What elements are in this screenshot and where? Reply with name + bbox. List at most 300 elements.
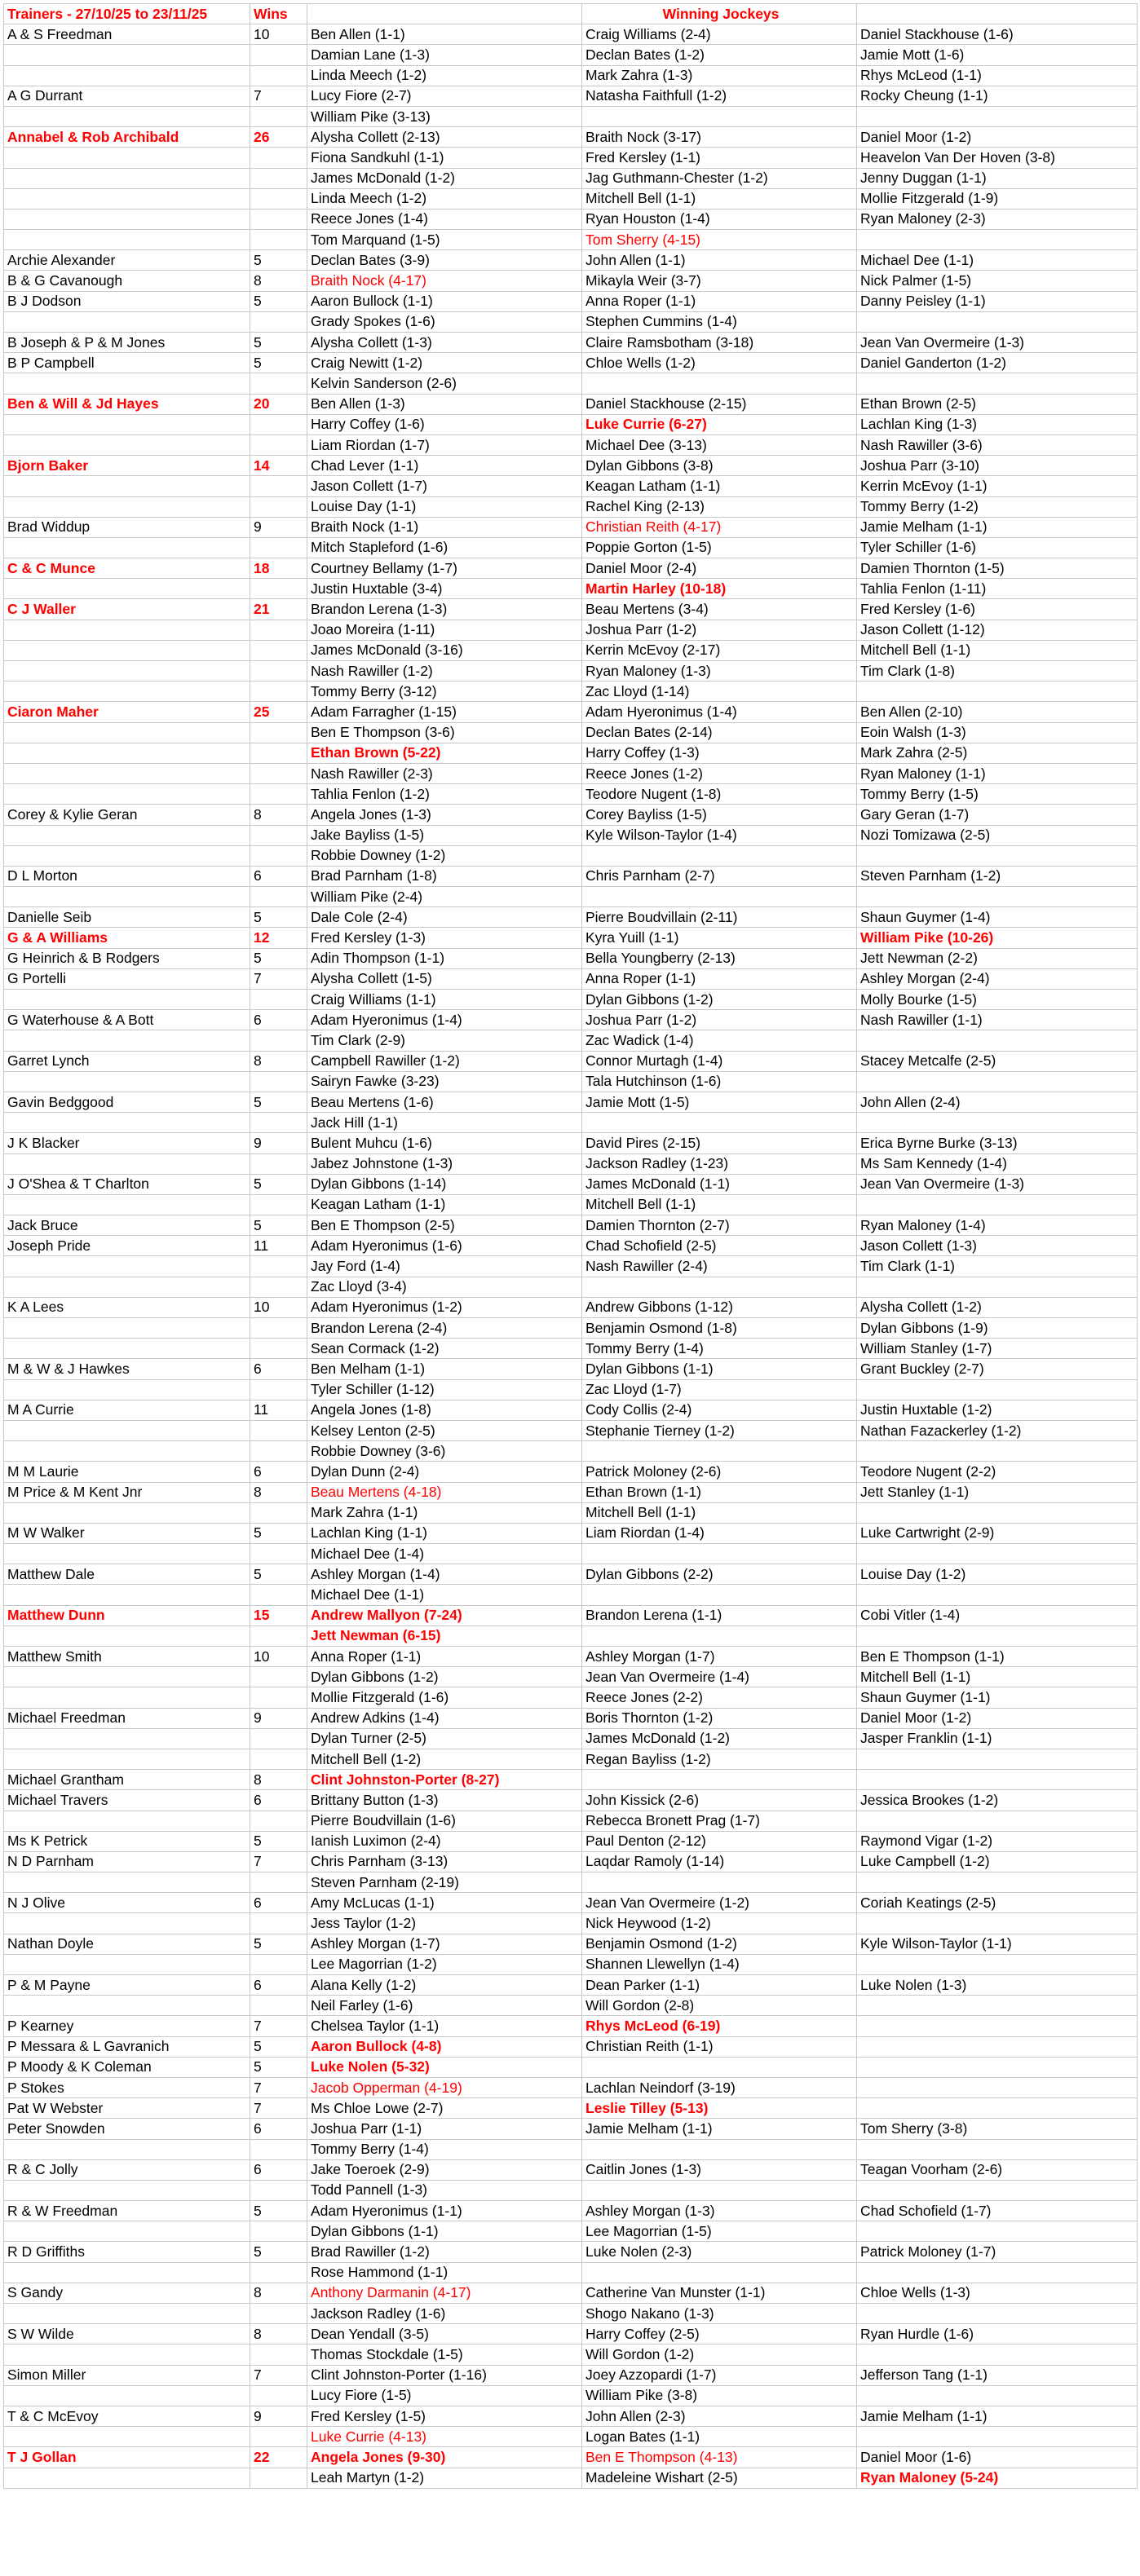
jockey-cell: [857, 1544, 1138, 1564]
jockey-cell: Regan Bayliss (1-2): [582, 1749, 857, 1769]
wins-cell: 5: [250, 291, 307, 311]
jockey-cell: Bulent Muhcu (1-6): [307, 1133, 582, 1153]
jockey-cell: [857, 1071, 1138, 1092]
table-row: [4, 1770, 1138, 1790]
jockey-cell: David Pires (2-15): [582, 1133, 857, 1153]
jockey-cell: [857, 1811, 1138, 1831]
jockey-cell: Courtney Bellamy (1-7): [307, 558, 582, 579]
jockey-cell: Jacob Opperman (4-19): [307, 2077, 582, 2097]
trainer-name-cell: C & C Munce: [4, 558, 250, 579]
jockey-cell: Anthony Darmanin (4-17): [307, 2283, 582, 2303]
table-row: [4, 434, 1138, 455]
table-row: [4, 1379, 1138, 1400]
trainer-name-cell: [4, 640, 250, 660]
table-row: [4, 640, 1138, 660]
wins-cell: [250, 1379, 307, 1400]
table-row: [4, 1318, 1138, 1339]
trainer-name-cell: R & W Freedman: [4, 2201, 250, 2221]
wins-cell: 9: [250, 2406, 307, 2426]
table-row: [4, 1133, 1138, 1153]
jockey-cell: Kelsey Lenton (2-5): [307, 1420, 582, 1440]
table-row: [4, 353, 1138, 373]
jockey-cell: Christian Reith (4-17): [582, 517, 857, 537]
table-row: [4, 333, 1138, 353]
jockey-cell: Molly Bourke (1-5): [857, 990, 1138, 1010]
jockey-cell: Lucy Fiore (2-7): [307, 86, 582, 106]
jockey-cell: Tim Clark (1-1): [857, 1256, 1138, 1277]
wins-cell: [250, 476, 307, 496]
jockey-cell: [582, 1625, 857, 1646]
table-row: [4, 1975, 1138, 1996]
jockey-cell: Caitlin Jones (1-3): [582, 2159, 857, 2180]
trainer-name-cell: D L Morton: [4, 866, 250, 886]
trainer-name-cell: [4, 1913, 250, 1934]
table-row: [4, 1256, 1138, 1277]
table-row: [4, 763, 1138, 783]
trainer-name-cell: [4, 1749, 250, 1769]
jockey-cell: Ryan Maloney (1-1): [857, 763, 1138, 783]
wins-cell: [250, 743, 307, 763]
trainer-name-cell: [4, 2385, 250, 2406]
jockey-cell: [857, 2036, 1138, 2057]
trainer-name-cell: [4, 311, 250, 332]
table-row: [4, 1113, 1138, 1133]
table-row: [4, 291, 1138, 311]
jockey-cell: Shogo Nakano (1-3): [582, 2304, 857, 2324]
jockey-cell: Declan Bates (1-2): [582, 45, 857, 65]
jockey-cell: [857, 1872, 1138, 1893]
jockey-cell: Will Gordon (2-8): [582, 1996, 857, 2016]
jockey-cell: Bella Youngberry (2-13): [582, 948, 857, 968]
trainer-name-cell: [4, 2304, 250, 2324]
trainer-name-cell: [4, 743, 250, 763]
jockey-cell: Clint Johnston-Porter (8-27): [307, 1770, 582, 1790]
jockey-cell: Joshua Parr (1-2): [582, 1010, 857, 1030]
wins-cell: [250, 1071, 307, 1092]
jockey-cell: [857, 2098, 1138, 2119]
table-row: [4, 45, 1138, 65]
trainer-name-cell: [4, 1339, 250, 1359]
jockey-cell: Luke Currie (4-13): [307, 2427, 582, 2447]
jockey-cell: Daniel Stackhouse (2-15): [582, 394, 857, 414]
wins-cell: [250, 845, 307, 866]
wins-cell: [250, 2385, 307, 2406]
wins-cell: 5: [250, 353, 307, 373]
wins-cell: 25: [250, 702, 307, 722]
trainer-name-cell: [4, 1277, 250, 1297]
trainer-name-cell: [4, 1996, 250, 2016]
jockey-cell: [582, 2057, 857, 2077]
table-row: [4, 230, 1138, 250]
jockey-cell: Alysha Collett (2-13): [307, 127, 582, 148]
jockey-cell: [857, 1996, 1138, 2016]
table-row: [4, 1913, 1138, 1934]
table-row: [4, 599, 1138, 620]
trainer-name-cell: [4, 2180, 250, 2200]
trainer-name-cell: [4, 661, 250, 681]
jockey-cell: Nash Rawiller (1-2): [307, 661, 582, 681]
table-row: [4, 1297, 1138, 1317]
jockey-cell: Joshua Parr (1-2): [582, 620, 857, 640]
jockey-cell: [582, 1277, 857, 1297]
trainer-name-cell: B & G Cavanough: [4, 271, 250, 291]
wins-cell: [250, 1277, 307, 1297]
jockey-cell: Ashley Morgan (2-4): [857, 968, 1138, 989]
trainer-name-cell: Michael Freedman: [4, 1708, 250, 1728]
trainer-name-cell: Peter Snowden: [4, 2119, 250, 2139]
jockey-cell: Jamie Melham (1-1): [857, 2406, 1138, 2426]
trainer-name-cell: [4, 106, 250, 126]
jockey-cell: Kerrin McEvoy (1-1): [857, 476, 1138, 496]
wins-cell: [250, 1585, 307, 1605]
jockey-cell: Stephen Cummins (1-4): [582, 311, 857, 332]
table-row: [4, 24, 1138, 45]
jockey-cell: Thomas Stockdale (1-5): [307, 2344, 582, 2365]
table-row: [4, 1544, 1138, 1564]
header-row: [4, 4, 1138, 24]
table-row: [4, 1728, 1138, 1749]
jockey-cell: Craig Williams (2-4): [582, 24, 857, 45]
jockey-cell: Tommy Berry (1-5): [857, 784, 1138, 805]
wins-cell: 6: [250, 866, 307, 886]
jockey-cell: Aaron Bullock (1-1): [307, 291, 582, 311]
table-row: [4, 1954, 1138, 1974]
jockey-cell: Paul Denton (2-12): [582, 1831, 857, 1851]
jockey-cell: Daniel Stackhouse (1-6): [857, 24, 1138, 45]
jockey-cell: Tommy Berry (1-4): [582, 1339, 857, 1359]
jockey-cell: Tahlia Fenlon (1-11): [857, 579, 1138, 599]
table-row: [4, 2385, 1138, 2406]
jockey-cell: Luke Cartwright (2-9): [857, 1523, 1138, 1543]
jockey-cell: Ben Melham (1-1): [307, 1359, 582, 1379]
jockey-cell: Dylan Gibbons (1-14): [307, 1174, 582, 1194]
wins-cell: 12: [250, 928, 307, 948]
wins-cell: [250, 763, 307, 783]
jockey-cell: Daniel Moor (1-2): [857, 127, 1138, 148]
jockey-cell: Luke Nolen (2-3): [582, 2242, 857, 2262]
jockey-cell: Beau Mertens (4-18): [307, 1482, 582, 1502]
wins-cell: 8: [250, 1051, 307, 1071]
table-row: [4, 2283, 1138, 2303]
trainer-name-cell: G & A Williams: [4, 928, 250, 948]
jockey-cell: Craig Williams (1-1): [307, 990, 582, 1010]
jockey-cell: [857, 2221, 1138, 2242]
trainer-name-cell: A G Durrant: [4, 86, 250, 106]
trainer-name-cell: [4, 1153, 250, 1174]
jockey-cell: Braith Nock (4-17): [307, 271, 582, 291]
jockey-cell: William Pike (10-26): [857, 928, 1138, 948]
table-row: [4, 2159, 1138, 2180]
jockey-cell: Zac Lloyd (1-7): [582, 1379, 857, 1400]
jockey-cell: Nick Heywood (1-2): [582, 1913, 857, 1934]
table-row: [4, 2242, 1138, 2262]
jockey-cell: Rebecca Bronett Prag (1-7): [582, 1811, 857, 1831]
jockey-cell: Tim Clark (2-9): [307, 1030, 582, 1051]
jockey-cell: Jessica Brookes (1-2): [857, 1790, 1138, 1811]
trainer-name-cell: Ciaron Maher: [4, 702, 250, 722]
wins-cell: 11: [250, 1400, 307, 1420]
wins-cell: [250, 2139, 307, 2159]
table-row: [4, 2365, 1138, 2385]
jockey-cell: Christian Reith (1-1): [582, 2036, 857, 2057]
wins-cell: [250, 1667, 307, 1687]
jockey-cell: Anna Roper (1-1): [582, 291, 857, 311]
wins-cell: [250, 45, 307, 65]
wins-cell: 7: [250, 2098, 307, 2119]
table-row: [4, 1051, 1138, 1071]
jockey-cell: Mitchell Bell (1-2): [307, 1749, 582, 1769]
trainer-name-cell: J K Blacker: [4, 1133, 250, 1153]
wins-cell: 5: [250, 1092, 307, 1112]
trainer-name-cell: G Waterhouse & A Bott: [4, 1010, 250, 1030]
jockey-cell: Jamie Mott (1-5): [582, 1092, 857, 1112]
trainer-name-cell: [4, 722, 250, 743]
jockey-cell: Beau Mertens (1-6): [307, 1092, 582, 1112]
jockey-cell: Reece Jones (1-2): [582, 763, 857, 783]
jockey-cell: Nash Rawiller (2-3): [307, 763, 582, 783]
wins-cell: [250, 1318, 307, 1339]
wins-cell: 8: [250, 1482, 307, 1502]
jockey-cell: Fred Kersley (1-3): [307, 928, 582, 948]
jockey-cell: Liam Riordan (1-4): [582, 1523, 857, 1543]
table-row: [4, 2468, 1138, 2488]
table-row: [4, 1831, 1138, 1851]
jockey-cell: Damien Thornton (1-5): [857, 558, 1138, 579]
jockey-cell: Daniel Moor (1-2): [857, 1708, 1138, 1728]
trainer-name-cell: [4, 845, 250, 866]
trainer-name-cell: M & W & J Hawkes: [4, 1359, 250, 1379]
trainer-name-cell: [4, 1379, 250, 1400]
table-row: [4, 2406, 1138, 2426]
trainer-name-cell: Jack Bruce: [4, 1215, 250, 1236]
wins-cell: [250, 2468, 307, 2488]
jockey-cell: Adam Farragher (1-15): [307, 702, 582, 722]
trainer-name-cell: M Price & M Kent Jnr: [4, 1482, 250, 1502]
jockey-cell: Kyle Wilson-Taylor (1-1): [857, 1934, 1138, 1954]
trainer-name-cell: [4, 2427, 250, 2447]
trainer-name-cell: [4, 1625, 250, 1646]
jockey-cell: Jackson Radley (1-23): [582, 1153, 857, 1174]
table-row: [4, 476, 1138, 496]
jockey-cell: [582, 373, 857, 394]
table-row: [4, 127, 1138, 148]
table-row: [4, 1893, 1138, 1913]
table-row: [4, 1934, 1138, 1954]
wins-cell: 6: [250, 1975, 307, 1996]
table-row: [4, 2344, 1138, 2365]
table-row: [4, 1441, 1138, 1462]
jockey-cell: William Pike (3-13): [307, 106, 582, 126]
jockey-cell: Keagan Latham (1-1): [582, 476, 857, 496]
jockey-cell: Sean Cormack (1-2): [307, 1339, 582, 1359]
jockey-cell: Ryan Maloney (5-24): [857, 2468, 1138, 2488]
trainer-name-cell: Ben & Will & Jd Hayes: [4, 394, 250, 414]
jockey-cell: Kyle Wilson-Taylor (1-4): [582, 825, 857, 845]
wins-cell: 7: [250, 2016, 307, 2036]
jockey-cell: [582, 2139, 857, 2159]
table-row: [4, 1687, 1138, 1708]
jockey-cell: Benjamin Osmond (1-8): [582, 1318, 857, 1339]
jockey-cell: Grant Buckley (2-7): [857, 1359, 1138, 1379]
jockey-cell: Jason Collett (1-7): [307, 476, 582, 496]
trainer-name-cell: [4, 1811, 250, 1831]
wins-cell: 10: [250, 1647, 307, 1667]
jockeys-header-spacer-left: [307, 4, 582, 24]
trainer-name-cell: M W Walker: [4, 1523, 250, 1543]
jockey-cell: Tom Sherry (4-15): [582, 230, 857, 250]
jockey-cell: Aaron Bullock (4-8): [307, 2036, 582, 2057]
jockey-cell: [857, 1441, 1138, 1462]
jockey-cell: Daniel Moor (2-4): [582, 558, 857, 579]
wins-cell: [250, 661, 307, 681]
jockey-cell: Angela Jones (9-30): [307, 2447, 582, 2468]
trainer-name-cell: [4, 2468, 250, 2488]
trainer-name-cell: [4, 148, 250, 168]
jockey-cell: [857, 373, 1138, 394]
wins-cell: 5: [250, 333, 307, 353]
jockey-cell: Andrew Gibbons (1-12): [582, 1297, 857, 1317]
jockey-cell: Chad Schofield (2-5): [582, 1236, 857, 1256]
jockey-cell: Danny Peisley (1-1): [857, 291, 1138, 311]
wins-cell: [250, 1811, 307, 1831]
table-row: [4, 1872, 1138, 1893]
table-row: [4, 1030, 1138, 1051]
table-row: [4, 148, 1138, 168]
jockey-cell: Tyler Schiller (1-6): [857, 537, 1138, 558]
table-row: [4, 1564, 1138, 1585]
jockey-cell: Dylan Gibbons (2-2): [582, 1564, 857, 1585]
jockey-cell: Jamie Melham (1-1): [582, 2119, 857, 2139]
jockey-cell: Ben Allen (1-3): [307, 394, 582, 414]
jockey-cell: Braith Nock (1-1): [307, 517, 582, 537]
jockey-cell: [857, 2016, 1138, 2036]
wins-cell: [250, 722, 307, 743]
jockey-cell: Jack Hill (1-1): [307, 1113, 582, 1133]
trainer-name-cell: [4, 1071, 250, 1092]
wins-cell: 7: [250, 2365, 307, 2385]
table-row: [4, 2077, 1138, 2097]
jockey-cell: Nozi Tomizawa (2-5): [857, 825, 1138, 845]
table-row: [4, 1667, 1138, 1687]
jockey-cell: Louise Day (1-2): [857, 1564, 1138, 1585]
trainer-name-cell: Annabel & Rob Archibald: [4, 127, 250, 148]
jockey-cell: Gary Geran (1-7): [857, 805, 1138, 825]
jockey-cell: Ashley Morgan (1-7): [307, 1934, 582, 1954]
jockey-cell: Adin Thompson (1-1): [307, 948, 582, 968]
trainer-name-cell: [4, 537, 250, 558]
jockey-cell: Braith Nock (3-17): [582, 127, 857, 148]
jockey-cell: Reece Jones (2-2): [582, 1687, 857, 1708]
jockey-cell: James McDonald (1-2): [582, 1728, 857, 1749]
table-row: [4, 2304, 1138, 2324]
jockey-cell: Jess Taylor (1-2): [307, 1913, 582, 1934]
table-row: [4, 907, 1138, 928]
trainer-name-cell: P Moody & K Coleman: [4, 2057, 250, 2077]
wins-cell: [250, 2180, 307, 2200]
jockey-cell: Chris Parnham (3-13): [307, 1851, 582, 1872]
jockey-cell: [857, 230, 1138, 250]
jockey-cell: [857, 2139, 1138, 2159]
winning-jockeys-header: Winning Jockeys: [582, 4, 857, 24]
trainer-name-cell: [4, 65, 250, 86]
trainer-name-cell: Danielle Seib: [4, 907, 250, 928]
wins-cell: [250, 1913, 307, 1934]
jockey-cell: William Stanley (1-7): [857, 1339, 1138, 1359]
trainer-name-cell: B J Dodson: [4, 291, 250, 311]
jockey-cell: [857, 1502, 1138, 1523]
jockey-cell: John Allen (2-3): [582, 2406, 857, 2426]
jockey-cell: Shaun Guymer (1-1): [857, 1687, 1138, 1708]
table-row: [4, 845, 1138, 866]
jockey-cell: Cobi Vitler (1-4): [857, 1605, 1138, 1625]
wins-cell: [250, 1113, 307, 1133]
jockey-cell: Justin Huxtable (1-2): [857, 1400, 1138, 1420]
jockey-cell: Lachlan King (1-3): [857, 414, 1138, 434]
table-row: [4, 681, 1138, 702]
trainer-name-cell: T J Gollan: [4, 2447, 250, 2468]
wins-cell: 5: [250, 2201, 307, 2221]
trainer-name-cell: [4, 1544, 250, 1564]
wins-cell: 6: [250, 1010, 307, 1030]
trainer-name-cell: [4, 1728, 250, 1749]
trainer-name-cell: Joseph Pride: [4, 1236, 250, 1256]
jockey-cell: Brad Parnham (1-8): [307, 866, 582, 886]
jockey-cell: Tyler Schiller (1-12): [307, 1379, 582, 1400]
jockey-cell: Tala Hutchinson (1-6): [582, 1071, 857, 1092]
wins-cell: [250, 2304, 307, 2324]
jockey-cell: Ben E Thompson (1-1): [857, 1647, 1138, 1667]
jockey-cell: Tahlia Fenlon (1-2): [307, 784, 582, 805]
jockey-cell: James McDonald (1-2): [307, 168, 582, 188]
wins-cell: 6: [250, 1359, 307, 1379]
table-row: [4, 722, 1138, 743]
wins-cell: [250, 1544, 307, 1564]
jockey-cell: Chris Parnham (2-7): [582, 866, 857, 886]
jockey-cell: Fred Kersley (1-1): [582, 148, 857, 168]
wins-cell: 8: [250, 1770, 307, 1790]
jockey-cell: Michael Dee (1-4): [307, 1544, 582, 1564]
trainer-name-cell: P & M Payne: [4, 1975, 250, 1996]
jockey-cell: Dylan Gibbons (1-9): [857, 1318, 1138, 1339]
jockey-cell: Mitchell Bell (1-1): [857, 1667, 1138, 1687]
jockey-cell: Rhys McLeod (6-19): [582, 2016, 857, 2036]
jockey-cell: Chad Schofield (1-7): [857, 2201, 1138, 2221]
jockey-cell: Ben E Thompson (4-13): [582, 2447, 857, 2468]
jockey-cell: Jean Van Overmeire (1-4): [582, 1667, 857, 1687]
wins-cell: 5: [250, 2242, 307, 2262]
wins-cell: [250, 230, 307, 250]
trainer-name-cell: [4, 434, 250, 455]
table-row: [4, 2180, 1138, 2200]
jockey-cell: Ben E Thompson (2-5): [307, 1215, 582, 1236]
jockey-cell: [857, 2057, 1138, 2077]
jockey-cell: [582, 1872, 857, 1893]
wins-cell: 6: [250, 1893, 307, 1913]
jockey-cell: Ben Allen (2-10): [857, 702, 1138, 722]
jockey-cell: Dylan Gibbons (1-1): [582, 1359, 857, 1379]
jockey-cell: Declan Bates (3-9): [307, 250, 582, 271]
jockey-cell: [857, 106, 1138, 126]
table-row: [4, 558, 1138, 579]
wins-cell: [250, 1728, 307, 1749]
jockey-cell: [857, 2262, 1138, 2283]
jockey-cell: Tom Sherry (3-8): [857, 2119, 1138, 2139]
jockey-cell: [857, 2427, 1138, 2447]
trainers-table-body: [4, 24, 1138, 2489]
trainer-name-cell: [4, 1113, 250, 1133]
wins-cell: [250, 168, 307, 188]
table-row: [4, 2016, 1138, 2036]
